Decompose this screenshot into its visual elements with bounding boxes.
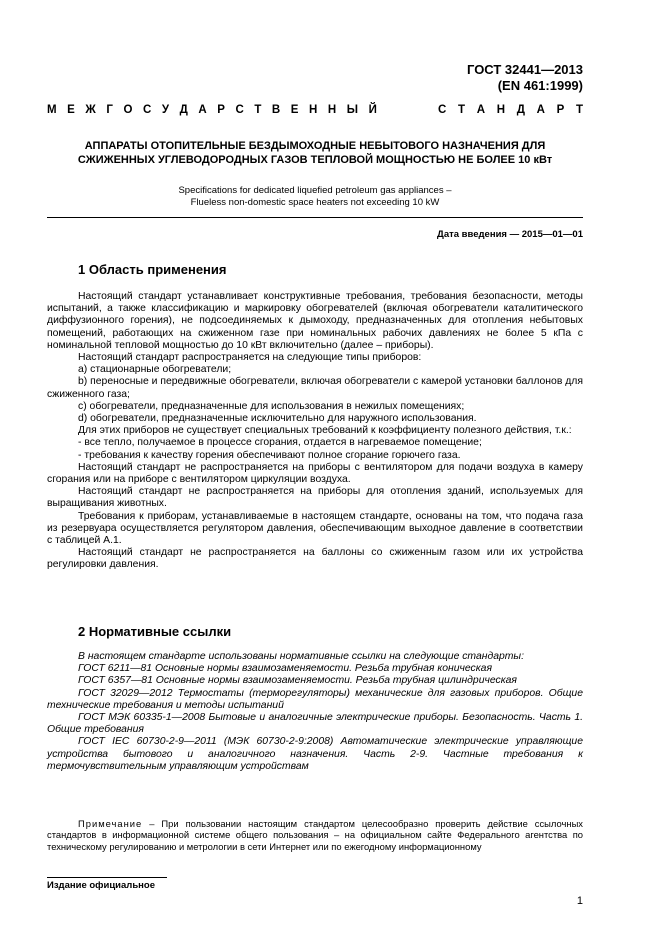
gost-number: ГОСТ 32441—2013 [467,62,583,77]
banner-letter: Н [496,104,506,116]
header-divider [47,217,583,218]
english-title-line-1: Specifications for dedicated liquefied petroleum gas appliances – [178,185,452,196]
footer-divider [47,877,167,878]
s2-reference: ГОСТ 6211—81 Основные нормы взаимозаменяемости. Резьба трубная коническая [78,663,492,675]
note-text: – При пользовании настоящим стандартом целесообразно проверить действие ссылочных стандартов в информационной системе общего пользования – на официальном сайте Федерального агентства по техническому регулированию и метрологии в сети Интернет или по ежегодному информационному [47,818,583,852]
banner-letter: Т [254,104,262,116]
official-edition-label: Издание официальное [47,880,155,891]
section-1-heading: 1 Область применения [78,262,227,277]
banner-letter: Ы [346,104,359,116]
s1-paragraph: Настоящий стандарт не распространяется на приборы для отопления зданий, используемых для выращивания животных. [47,486,583,510]
banner-letter: А [476,104,486,116]
s1-paragraph: Для этих приборов не существует специальных требований к коэффициенту полезного действия, т.к.: [78,425,572,437]
banner-letter: С [142,104,152,116]
banner-word-standard [438,104,583,116]
banner-letter: С [235,104,244,116]
en-number: (EN 461:1999) [497,78,583,93]
s1-list-item: c) обогреватели, предназначенные для использования в нежилых помещениях; [78,400,465,412]
banner-letter: Н [327,104,337,116]
interstate-standard-banner [47,104,583,116]
banner-letter: Н [309,104,318,116]
banner-letter: Т [458,104,466,116]
introduction-date: Дата введения — 2015—01—01 [437,229,583,240]
s1-bullet: - требования к качеству горения обеспечивают полное сгорание горючего газа. [78,449,461,461]
banner-letter: Е [67,104,75,116]
section-2-body [47,651,583,773]
document-title [47,139,583,167]
s1-paragraph: Настоящий стандарт распространяется на следующие типы приборов: [78,352,422,364]
s1-list-item: а) стационарные обогреватели; [78,364,232,376]
section-2-heading: 2 Нормативные ссылки [78,624,232,639]
s2-reference: ГОСТ 32029—2012 Термостаты (терморегуляторы) механические для газовых приборов. Общие технические требования и методы испытаний [47,687,583,711]
banner-letter: Д [179,104,188,116]
banner-letter: Р [556,104,565,116]
s1-paragraph: Настоящий стандарт не распространяется на приборы с вентилятором для подачи воздуха в камеру сгорания или на приборе с вентилятором циркуляции воздуха. [47,461,583,486]
s1-paragraph: Требования к приборам, устанавливаемые в настоящем стандарте, основаны на том, что подача газа из резервуара осуществляется регулятором давления, обеспечивающим выходное давление в соответствии с таблицей А.1. [47,510,583,547]
english-title [47,185,583,209]
note-label: Примечание [78,818,143,829]
banner-letter: А [536,104,545,116]
page-number: 1 [576,895,583,907]
banner-letter: М [47,104,57,116]
section-1-body [47,291,583,572]
s1-bullet: - все тепло, получаемое в процессе сгорания, отдается в нагреваемое помещение; [78,437,482,449]
banner-letter: Д [516,104,525,116]
banner-letter: Е [290,104,299,116]
banner-letter: Й [368,104,377,116]
section-2-note [47,818,583,852]
banner-letter: В [271,104,281,116]
english-title-line-2: Flueless non-domestic space heaters not exceeding 10 kW [190,197,440,208]
s2-reference: ГОСТ IEC 60730-2-9—2011 (МЭК 60730-2-9:2008) Автоматические электрические управляющие устройства бытового и аналогичного назначения. Часть 2-9. Частные требования к термочувствительным управляющим устройствам [47,736,583,772]
s2-paragraph: В настоящем стандарте использованы нормативные ссылки на следующие стандарты: [78,651,524,662]
banner-letter: Г [106,104,113,116]
banner-letter: О [123,104,133,116]
title-line-2: СЖИЖЕННЫХ УГЛЕВОДОРОДНЫХ ГАЗОВ ТЕПЛОВОЙ МОЩНОСТЬЮ НЕ БОЛЕЕ 10 кВт [77,154,553,166]
s2-reference: ГОСТ МЭК 60335-1—2008 Бытовые и аналогичные электрические приборы. Безопасность. Часть 1. Общие требования [47,712,583,736]
banner-word-interstate [47,104,377,116]
s1-paragraph: Настоящий стандарт не распространяется на баллоны со сжиженным газом или их устройства регулировки давления. [47,547,583,571]
banner-letter: С [438,104,447,116]
s1-list-item: d) обогреватели, предназначенные исключительно для наружного использования. [78,413,477,425]
banner-letter: Ж [85,104,96,116]
standard-number-block [467,62,583,94]
banner-letter: Т [575,104,583,116]
s1-list-item: b) переносные и передвижные обогреватели, включая обогреватели с камерой установки баллонов для сжиженного газа; [47,376,583,400]
banner-letter: А [198,104,207,116]
s1-paragraph: Настоящий стандарт устанавливает конструктивные требования, требования безопасности, методы испытаний, а также классификацию и маркировку обогревателей (включая обогреватели каталитического диффузионного горения), не подсоединяемых к дымоходу, предназначенных для отопления небытовых помещений, работающих на сжиженном газе при номинальных рабочих давлениях не более 5 кПа с номинальной тепловой мощностью до 10 кВт включительно (далее – приборы). [47,291,583,351]
title-line-1: АППАРАТЫ ОТОПИТЕЛЬНЫЕ БЕЗДЫМОХОДНЫЕ НЕБЫТОВОГО НАЗНАЧЕНИЯ ДЛЯ [84,140,546,152]
s2-reference: ГОСТ 6357—81 Основные нормы взаимозаменяемости. Резьба трубная цилиндрическая [78,675,517,687]
banner-letter: У [161,104,169,116]
banner-letter: Р [217,104,225,116]
